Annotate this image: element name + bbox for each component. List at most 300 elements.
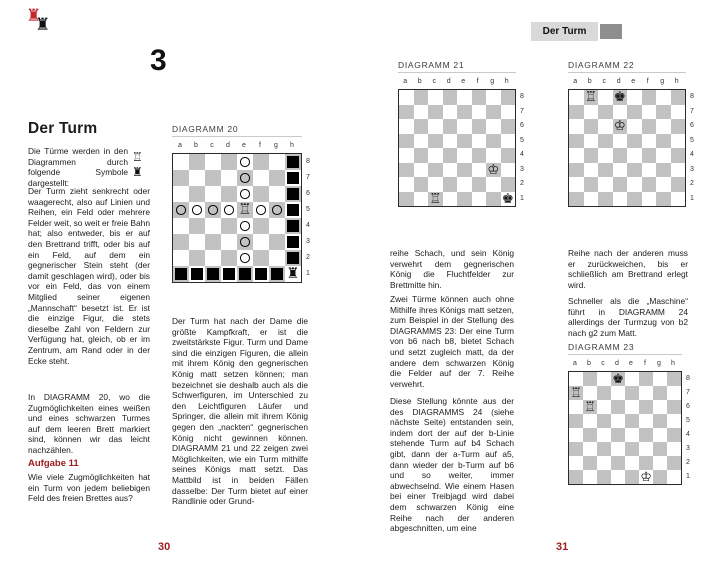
board-square bbox=[598, 163, 613, 178]
board-square bbox=[205, 186, 221, 202]
board-square bbox=[642, 192, 657, 207]
page-title: Der Turm bbox=[28, 120, 98, 137]
board-square bbox=[611, 470, 625, 484]
board-square bbox=[486, 148, 501, 163]
board-square bbox=[569, 134, 584, 149]
board-square bbox=[414, 105, 429, 120]
chess-piece-white-rook: ♖ bbox=[584, 399, 596, 414]
board-square bbox=[671, 134, 686, 149]
board-square bbox=[399, 192, 414, 207]
board-square bbox=[583, 386, 597, 400]
board-square bbox=[173, 218, 189, 234]
board-square bbox=[428, 105, 443, 120]
rank-label: 8 bbox=[690, 93, 694, 100]
mate-picture-paragraph: reihe Schach, und sein König verwehrt dem gegnerischen König die Fluchtfelder zur Brettmitte hin. bbox=[390, 248, 514, 290]
board-square bbox=[414, 134, 429, 149]
board-square bbox=[639, 372, 653, 386]
board-square bbox=[399, 90, 414, 105]
board-square bbox=[667, 372, 681, 386]
board-square bbox=[443, 119, 458, 134]
board-square bbox=[501, 177, 516, 192]
board-square bbox=[671, 90, 686, 105]
board-square bbox=[472, 134, 487, 149]
red-rook-icon: ♜ bbox=[26, 6, 42, 25]
board-square bbox=[443, 134, 458, 149]
chess-piece-white-king: ♔ bbox=[640, 469, 652, 484]
board-square bbox=[642, 90, 657, 105]
rank-label: 1 bbox=[306, 270, 310, 277]
board-square bbox=[569, 470, 583, 484]
board-square bbox=[269, 170, 285, 186]
black-rook-symbol: ♜ bbox=[132, 165, 143, 179]
file-label: d bbox=[616, 78, 621, 85]
file-label: g bbox=[660, 78, 665, 85]
board-square bbox=[611, 428, 625, 442]
board-square bbox=[189, 154, 205, 170]
diagram-22-label: DIAGRAMM 22 bbox=[568, 60, 686, 73]
rank-label: 2 bbox=[686, 459, 690, 466]
board-square bbox=[639, 414, 653, 428]
board-grid bbox=[172, 153, 302, 283]
board-square bbox=[428, 119, 443, 134]
board-square bbox=[501, 163, 516, 178]
board-square bbox=[597, 400, 611, 414]
board-square bbox=[625, 400, 639, 414]
board-square bbox=[611, 456, 625, 470]
two-rooks-paragraph: Zwei Türme können auch ohne Mithilfe ihres Königs matt setzen, zum Beispiel in der Stellung des DIAGRAMMS 23: Der eine Turm von b6 nach b8, bietet Schach und setzt zugleich matt, da der andere dem schwarzen König die Felder auf der 7. Reihe verwehrt. bbox=[390, 294, 514, 389]
rook-strength-paragraph: Der Turm hat nach der Dame die größte Kampfkraft, er ist die zweitstärkste Figur. Turm und Dame sind die einzigen Figuren, die allein mit ihrem König den gegnerischen König matt setzen können; man bezeichnet sie deshalb auch als die Schwerfiguren, im Unterschied zu den Leichtfiguren Läufer und Springer, die allein mit ihrem König gegen den „nackten“ gegnerischen König nicht gewinnen können. DIAGRAMM 21 und 22 zeigen zwei Möglichkeiten, wie ein Turm mithilfe seines Königs matt setzt. Das Mattbild ist in beiden Fällen dasselbe: Der Turm bietet auf einer Randlinie oder Grund- bbox=[172, 316, 308, 507]
board-square bbox=[269, 234, 285, 250]
file-label: b bbox=[194, 142, 198, 149]
board-square bbox=[569, 372, 583, 386]
chapter-icon bbox=[26, 6, 62, 42]
file-label: c bbox=[602, 78, 606, 85]
board-square bbox=[173, 170, 189, 186]
board-square bbox=[428, 148, 443, 163]
board-square bbox=[597, 414, 611, 428]
board-square bbox=[639, 400, 653, 414]
board-square bbox=[414, 192, 429, 207]
board-square bbox=[399, 163, 414, 178]
rank-label: 1 bbox=[686, 473, 690, 480]
board-square bbox=[269, 250, 285, 266]
rank-label: 7 bbox=[686, 389, 690, 396]
board-square bbox=[656, 163, 671, 178]
rank-label: 6 bbox=[690, 122, 694, 129]
file-label: d bbox=[615, 360, 619, 367]
move-marker-filled bbox=[287, 236, 299, 248]
board-square bbox=[399, 119, 414, 134]
board-square bbox=[205, 154, 221, 170]
diagram-21-label: DIAGRAMM 21 bbox=[398, 60, 516, 73]
board-square bbox=[205, 170, 221, 186]
board-square bbox=[611, 442, 625, 456]
rank-label: 5 bbox=[306, 206, 310, 213]
board-square bbox=[653, 414, 667, 428]
file-label: e bbox=[242, 142, 246, 149]
board-square bbox=[671, 105, 686, 120]
board-square bbox=[428, 90, 443, 105]
board-square bbox=[642, 163, 657, 178]
chess-piece-black-rook: ♜ bbox=[286, 266, 300, 282]
board-square bbox=[653, 456, 667, 470]
board-square bbox=[486, 90, 501, 105]
board-square bbox=[583, 456, 597, 470]
board-square bbox=[627, 134, 642, 149]
rook-movement-paragraph: Der Turm zieht senkrecht oder waagerecht, also auf Linien und Reihen, ein Feld oder mehrere Felder weit, so weit er freie Bahn hat; also entweder, bis er auf den Brettrand trifft, oder bis auf ein Feld, auf dem ein gegnerischer Stein steht (der damit geschlagen wird), oder bis vor ein Feld, das von einem Mitglied seiner eigenen „Mannschaft“ besetzt ist. Er ist die einzige Figur, die stets dieselbe Zahl von Feldern zur Verfügung hat, gleich, ob er im Zentrum, am Rand oder in der Ecke steht. bbox=[28, 186, 150, 366]
board-square bbox=[598, 134, 613, 149]
board-square bbox=[443, 148, 458, 163]
board-square bbox=[653, 428, 667, 442]
board-square bbox=[656, 119, 671, 134]
board-square bbox=[584, 177, 599, 192]
board-square bbox=[642, 148, 657, 163]
board-square bbox=[569, 163, 584, 178]
rank-label: 6 bbox=[306, 190, 310, 197]
move-marker-filled bbox=[223, 268, 235, 280]
board-square bbox=[486, 105, 501, 120]
board-square bbox=[569, 105, 584, 120]
rank-label: 2 bbox=[520, 180, 524, 187]
chess-piece-white-king: ♔ bbox=[487, 161, 500, 177]
board-square bbox=[598, 177, 613, 192]
board-square bbox=[569, 192, 584, 207]
board-square bbox=[667, 456, 681, 470]
file-label: f bbox=[644, 360, 646, 367]
board-square bbox=[656, 177, 671, 192]
file-label: e bbox=[461, 78, 466, 85]
board-square bbox=[189, 170, 205, 186]
board-square bbox=[598, 119, 613, 134]
chapter-tab bbox=[531, 22, 598, 41]
move-marker-filled bbox=[287, 204, 299, 216]
page-number-31: 31 bbox=[556, 541, 569, 553]
board-square bbox=[611, 414, 625, 428]
rank-label: 8 bbox=[686, 375, 690, 382]
board-square bbox=[269, 154, 285, 170]
board-square bbox=[486, 177, 501, 192]
board-square bbox=[598, 148, 613, 163]
rank-label: 4 bbox=[306, 222, 310, 229]
rank-label: 6 bbox=[520, 122, 524, 129]
rank-label: 6 bbox=[686, 403, 690, 410]
rank-label: 4 bbox=[690, 151, 694, 158]
chessboard-22 bbox=[568, 78, 694, 207]
move-marker-filled bbox=[175, 268, 187, 280]
board-square bbox=[584, 119, 599, 134]
board-square bbox=[457, 148, 472, 163]
board-square bbox=[205, 234, 221, 250]
rank-label: 4 bbox=[520, 151, 524, 158]
board-grid bbox=[568, 89, 686, 207]
board-square bbox=[501, 134, 516, 149]
board-square bbox=[639, 456, 653, 470]
board-square bbox=[569, 400, 583, 414]
move-marker-circle bbox=[240, 237, 250, 247]
board-square bbox=[486, 192, 501, 207]
move-marker-circle bbox=[240, 189, 250, 199]
board-square bbox=[642, 177, 657, 192]
board-square bbox=[597, 372, 611, 386]
diagram-20 bbox=[172, 124, 310, 283]
move-marker-circle bbox=[192, 205, 202, 215]
file-label: e bbox=[631, 78, 636, 85]
file-label: a bbox=[573, 78, 578, 85]
board-square bbox=[625, 386, 639, 400]
move-marker-circle bbox=[240, 253, 250, 263]
board-square bbox=[656, 90, 671, 105]
board-square bbox=[583, 470, 597, 484]
board-square bbox=[627, 105, 642, 120]
file-labels bbox=[172, 142, 302, 153]
board-square bbox=[597, 456, 611, 470]
board-square bbox=[627, 163, 642, 178]
board-square bbox=[253, 234, 269, 250]
board-square bbox=[625, 456, 639, 470]
board-square bbox=[221, 250, 237, 266]
rank-label: 5 bbox=[686, 417, 690, 424]
chapter-tab-edge bbox=[600, 24, 622, 39]
rank-labels bbox=[682, 372, 690, 484]
move-marker-filled bbox=[287, 156, 299, 168]
board-square bbox=[221, 218, 237, 234]
chess-piece-white-king: ♔ bbox=[613, 118, 626, 133]
chess-piece-white-rook: ♖ bbox=[429, 190, 442, 206]
file-label: h bbox=[671, 360, 675, 367]
board-square bbox=[611, 400, 625, 414]
board-square bbox=[613, 177, 628, 192]
board-square bbox=[653, 442, 667, 456]
board-square bbox=[428, 163, 443, 178]
chess-piece-black-king: ♚ bbox=[613, 89, 626, 104]
board-square bbox=[627, 148, 642, 163]
file-label: b bbox=[587, 360, 591, 367]
board-square bbox=[613, 134, 628, 149]
chess-piece-black-king: ♚ bbox=[501, 190, 514, 206]
board-square bbox=[414, 148, 429, 163]
board-square bbox=[653, 372, 667, 386]
board-square bbox=[667, 386, 681, 400]
board-square bbox=[443, 90, 458, 105]
board-square bbox=[414, 177, 429, 192]
file-labels bbox=[398, 78, 516, 89]
board-square bbox=[583, 414, 597, 428]
board-square bbox=[253, 154, 269, 170]
board-square bbox=[501, 119, 516, 134]
board-square bbox=[597, 470, 611, 484]
chapter-tab-label: Der Turm bbox=[542, 26, 587, 37]
chessboard-23 bbox=[568, 360, 690, 485]
board-grid bbox=[568, 371, 682, 485]
file-label: f bbox=[646, 78, 649, 85]
board-square bbox=[399, 134, 414, 149]
board-square bbox=[625, 372, 639, 386]
file-label: e bbox=[629, 360, 633, 367]
board-square bbox=[569, 148, 584, 163]
chessboard-20 bbox=[172, 142, 310, 283]
board-square bbox=[486, 134, 501, 149]
move-marker-circle bbox=[176, 205, 186, 215]
move-marker-circle bbox=[240, 221, 250, 231]
board-square bbox=[583, 442, 597, 456]
move-marker-circle bbox=[240, 173, 250, 183]
board-square bbox=[253, 170, 269, 186]
board-square bbox=[667, 400, 681, 414]
diagram-20-label: DIAGRAMM 20 bbox=[172, 124, 302, 137]
board-square bbox=[189, 186, 205, 202]
file-label: g bbox=[657, 360, 661, 367]
rank-label: 5 bbox=[690, 136, 694, 144]
board-square bbox=[639, 442, 653, 456]
rank-label: 8 bbox=[520, 93, 524, 100]
move-marker-circle bbox=[256, 205, 266, 215]
board-square bbox=[428, 134, 443, 149]
board-square bbox=[472, 119, 487, 134]
board-square bbox=[501, 148, 516, 163]
board-square bbox=[253, 186, 269, 202]
move-marker-circle bbox=[272, 205, 282, 215]
board-square bbox=[627, 192, 642, 207]
rank-label: 2 bbox=[690, 180, 694, 187]
board-square bbox=[569, 414, 583, 428]
white-rook-symbol: ♖ bbox=[132, 150, 143, 164]
diagram20-reference-paragraph: In DIAGRAMM 20, wo die Zugmöglichkeiten eines weißen und eines schwarzen Turmes auf dem leeren Brett markiert sind, können wir das leicht nachzählen. bbox=[28, 392, 150, 455]
chess-piece-white-rook: ♖ bbox=[570, 385, 582, 400]
board-square bbox=[597, 386, 611, 400]
board-square bbox=[457, 192, 472, 207]
board-square bbox=[569, 442, 583, 456]
file-label: a bbox=[403, 78, 408, 85]
board-square bbox=[598, 192, 613, 207]
file-label: b bbox=[587, 78, 592, 85]
file-label: f bbox=[476, 78, 479, 85]
rook-symbols bbox=[132, 150, 143, 180]
file-label: b bbox=[417, 78, 422, 85]
board-square bbox=[671, 119, 686, 134]
rank-label: 1 bbox=[690, 194, 694, 202]
board-square bbox=[569, 456, 583, 470]
board-square bbox=[253, 218, 269, 234]
board-square bbox=[457, 177, 472, 192]
board-square bbox=[414, 119, 429, 134]
move-marker-filled bbox=[191, 268, 203, 280]
board-square bbox=[472, 148, 487, 163]
board-square bbox=[443, 163, 458, 178]
board-square bbox=[584, 134, 599, 149]
board-grid bbox=[398, 89, 516, 207]
file-label: d bbox=[226, 142, 230, 149]
aufgabe-11-title: Aufgabe 11 bbox=[28, 458, 79, 469]
rank-label: 7 bbox=[306, 174, 310, 181]
board-square bbox=[656, 134, 671, 149]
board-square bbox=[667, 414, 681, 428]
board-square bbox=[642, 119, 657, 134]
rank-label: 4 bbox=[686, 431, 690, 438]
board-square bbox=[189, 234, 205, 250]
board-square bbox=[569, 119, 584, 134]
move-marker-filled bbox=[287, 188, 299, 200]
board-square bbox=[667, 428, 681, 442]
diagram-22 bbox=[568, 60, 694, 207]
board-square bbox=[671, 177, 686, 192]
board-square bbox=[173, 250, 189, 266]
board-square bbox=[221, 234, 237, 250]
board-square bbox=[472, 192, 487, 207]
board-square bbox=[399, 105, 414, 120]
board-square bbox=[627, 119, 642, 134]
file-label: g bbox=[490, 78, 495, 85]
board-square bbox=[472, 90, 487, 105]
file-labels bbox=[568, 360, 682, 371]
board-square bbox=[642, 134, 657, 149]
board-square bbox=[613, 192, 628, 207]
move-marker-circle bbox=[224, 205, 234, 215]
rank-labels bbox=[516, 90, 524, 206]
board-square bbox=[221, 170, 237, 186]
board-square bbox=[625, 428, 639, 442]
rank-label: 8 bbox=[306, 158, 310, 165]
file-label: a bbox=[573, 360, 577, 367]
board-square bbox=[653, 400, 667, 414]
board-square bbox=[486, 119, 501, 134]
board-square bbox=[671, 163, 686, 178]
rank-label: 2 bbox=[306, 254, 310, 261]
board-square bbox=[569, 90, 584, 105]
chess-piece-black-king: ♚ bbox=[612, 371, 624, 386]
chapter-number: 3 bbox=[150, 44, 167, 77]
chessboard-21 bbox=[398, 78, 524, 207]
file-label: c bbox=[601, 360, 605, 367]
board-square bbox=[613, 148, 628, 163]
rank-label: 3 bbox=[306, 238, 310, 245]
board-square bbox=[671, 192, 686, 207]
board-square bbox=[221, 186, 237, 202]
file-label: h bbox=[504, 78, 509, 85]
board-square bbox=[671, 148, 686, 163]
board-square bbox=[639, 386, 653, 400]
board-square bbox=[253, 250, 269, 266]
rank-label: 3 bbox=[520, 165, 524, 173]
chess-piece-white-rook: ♖ bbox=[238, 202, 252, 218]
move-marker-filled bbox=[207, 268, 219, 280]
board-square bbox=[627, 90, 642, 105]
board-square bbox=[625, 414, 639, 428]
rank-label: 5 bbox=[520, 136, 524, 144]
board-square bbox=[597, 442, 611, 456]
board-square bbox=[598, 90, 613, 105]
board-square bbox=[653, 386, 667, 400]
board-square bbox=[472, 105, 487, 120]
file-labels bbox=[568, 78, 686, 89]
rank-labels bbox=[302, 154, 310, 282]
board-square bbox=[457, 134, 472, 149]
move-marker-filled bbox=[287, 220, 299, 232]
move-marker-circle bbox=[208, 205, 218, 215]
board-square bbox=[428, 177, 443, 192]
board-square bbox=[414, 163, 429, 178]
rank-label: 3 bbox=[690, 165, 694, 173]
board-square bbox=[457, 105, 472, 120]
board-square bbox=[414, 90, 429, 105]
move-marker-filled bbox=[255, 268, 267, 280]
board-square bbox=[584, 148, 599, 163]
board-square bbox=[173, 186, 189, 202]
board-square bbox=[189, 218, 205, 234]
board-square bbox=[173, 154, 189, 170]
black-rook-icon: ♜ bbox=[35, 15, 51, 34]
board-square bbox=[625, 470, 639, 484]
machine-paragraph: Schneller als die „Maschine“ führt in DIAGRAMM 24 allerdings der Turmzug von b2 nach g2 zum Matt. bbox=[568, 296, 688, 338]
